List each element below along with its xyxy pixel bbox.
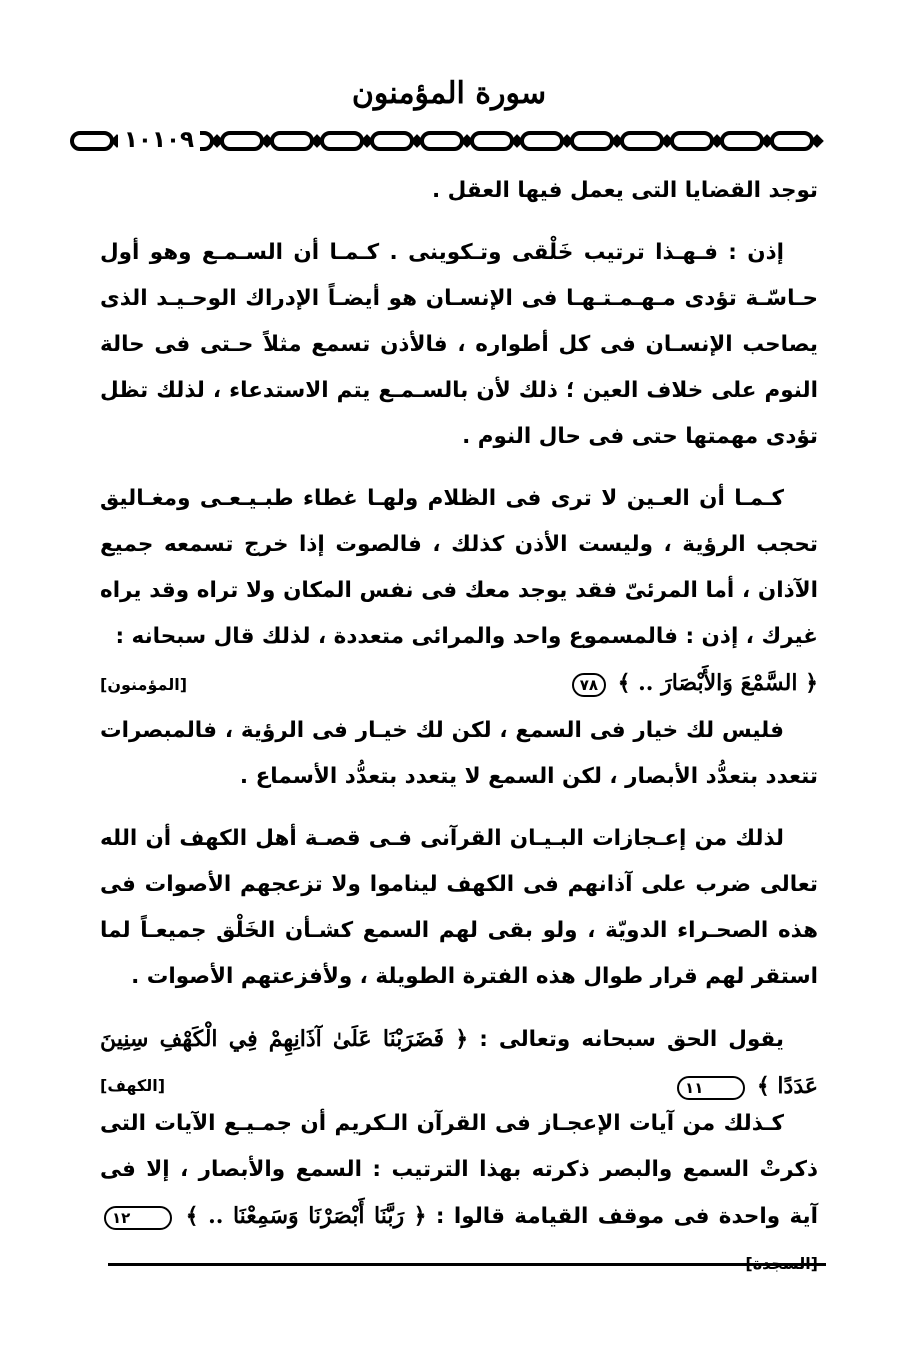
surah-reference: [الكهف] [100, 1076, 166, 1095]
chain-diamond [713, 137, 721, 145]
chain-diamond [763, 137, 771, 145]
chain-link [722, 133, 762, 149]
paragraph: كـمـا أن العـين لا ترى فى الظلام ولهـا غطاء طبـيـعـى ومغـاليق تحجب الرؤية ، وليست الأذن كذلك ، فالصوت إذا خرج تسمعه جميع الآذان ، أما المرئىّ فقد يوجد معك فى نفس المكان ولا تراه وقد يراه غيرك ، إذن : فالمسموع واحد والمرائى متعددة ، لذلك قال سبحانه : [100, 486, 818, 649]
paragraph: إذن : فـهـذا ترتيب خَلْقى وتـكوينى . كـمـا أن السـمـع وهو أول حـاسّـة تؤدى مـهـمـتـهـا فى الإنسـان هو أيضـاً الإدراك الوحـيـد الذى يصاحب الإنسـان فى كل أطواره ، فالأذن تسمع مثلاً حـتى فى حالة النوم على خلاف العين ؛ ذلك لأن بالسـمـع يتم الاستدعاء ، لذلك تظل تؤدى مهمتها حتى فى حال النوم . [100, 240, 818, 449]
quote-intro: يقول الحق سبحانه وتعالى : [479, 1027, 784, 1052]
chain-link [222, 133, 262, 149]
surah-reference: [السجدة] [745, 1254, 818, 1273]
paragraph [100, 1101, 818, 1287]
paragraph: لذلك من إعـجازات البـيـان القرآنى فـى قصـة أهل الكهف أن الله تعالى ضرب على آذانهم فى الكهف ليناموا ولا تزعجهم الأصوات فى هذه الصحـراء الدويّة ، ولو بقى لهم السمع كشـأن الخَلْق جميعـاً لما استقر لهم قرار طوال هذه الفترة الطويلة ، ولأفزعتهم الأصوات . [100, 826, 818, 989]
quran-verse: ﴿ فَضَرَبْنَا عَلَىٰ آذَانِهِمْ فِي الْكَهْفِ سِنِينَ عَدَدًا ﴾ [100, 1026, 818, 1099]
ayah-number: ٧٨ [572, 673, 606, 697]
chain-link [572, 133, 612, 149]
chain-diamond [363, 137, 371, 145]
ayah-number: ١٢ [104, 1206, 172, 1230]
quran-quote [100, 660, 818, 708]
chain-diamond [263, 137, 271, 145]
chain-link [622, 133, 662, 149]
page-number: ١٠١٠٩ [118, 123, 200, 157]
chain-link [322, 133, 362, 149]
chain-diamond [463, 137, 471, 145]
chain-link [372, 133, 412, 149]
quran-verse: ﴿ رَبَّنَا أَبْصَرْنَا وَسَمِعْنَا .. ﴾ [185, 1203, 427, 1229]
chain-diamond [613, 137, 621, 145]
footer-rule [108, 1263, 826, 1266]
page-body [100, 168, 818, 1287]
chain-link [72, 133, 112, 149]
chain-diamond [513, 137, 521, 145]
chain-link [472, 133, 512, 149]
chain-link [772, 133, 812, 149]
chain-diamond [663, 137, 671, 145]
quran-verse: ﴿ السَّمْعَ وَالأَبْصَارَ .. ﴾ [617, 670, 818, 696]
paragraph-text: كـذلك من آيات الإعجـاز فى القرآن الـكريم أن جمـيـع الآيات التى ذكرتْ السمع والبصر ذكرته بهذا الترتيب : السمع والأبصار ، إلا فى آية واحدة فى موقف القيامة قالوا : [100, 1111, 818, 1229]
surah-title: سورة المؤمنون [351, 76, 547, 111]
paragraph: توجد القضايا التى يعمل فيها العقل . [431, 178, 818, 203]
chain-diamond [213, 137, 221, 145]
chain-link [672, 133, 712, 149]
chain-link [522, 133, 562, 149]
chain-diamond [413, 137, 421, 145]
chain-link [422, 133, 462, 149]
surah-reference: [المؤمنون] [100, 675, 187, 694]
chain-diamond [313, 137, 321, 145]
chain-diamond [563, 137, 571, 145]
chain-link [272, 133, 312, 149]
chain-diamond [813, 137, 821, 145]
ayah-number: ١١ [677, 1076, 745, 1100]
paragraph: فليس لك خيار فى السمع ، لكن لك خيـار فى الرؤية ، فالمبصرات تتعدد بتعدُّد الأبصار ، لكن السمع لا يتعدد بتعدُّد الأسماع . [100, 718, 818, 789]
